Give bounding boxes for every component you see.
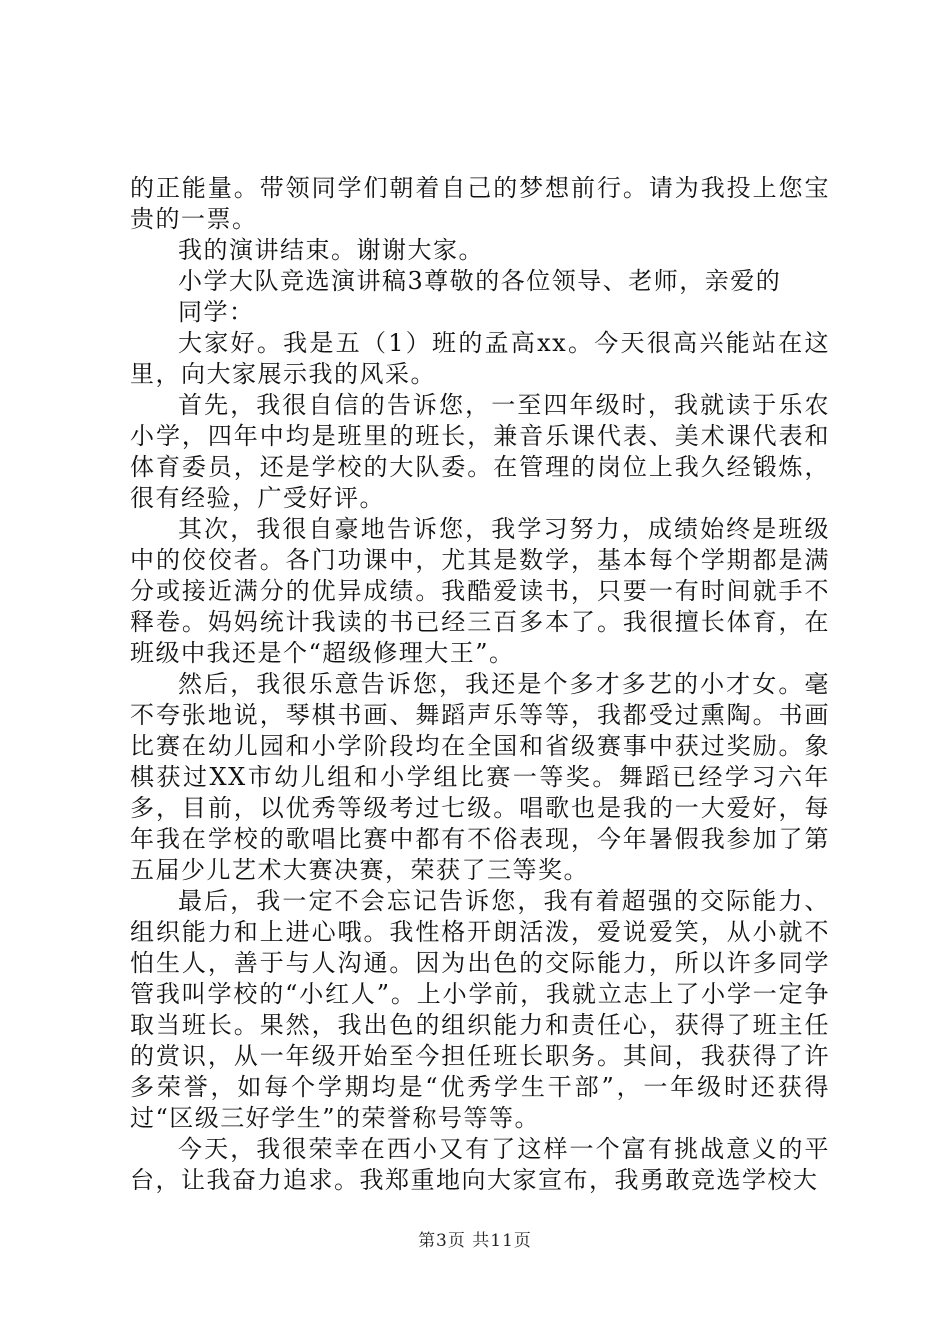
page-number-footer: 第3页 共11页 bbox=[418, 1231, 532, 1251]
paragraph-continuation: 的正能量。带领同学们朝着自己的梦想前行。请为我投上您宝贵的一票。 bbox=[130, 174, 830, 233]
paragraph-today: 今天，我很荣幸在西小又有了这样一个富有挑战意义的平台，让我奋力追求。我郑重地向大家宣布，我勇敢竞选学校大 bbox=[130, 1135, 830, 1194]
speech-title-line: 小学大队竞选演讲稿3尊敬的各位领导、老师，亲爱的 bbox=[178, 267, 782, 295]
paragraph-greeting: 大家好。我是五（1）班的孟高xx。今天很高兴能站在这里，向大家展示我的风采。 bbox=[130, 329, 830, 388]
paragraph-last: 最后，我一定不会忘记告诉您，我有着超强的交际能力、组织能力和上进心哦。我性格开朗活泼，爱说爱笑，从小就不怕生人，善于与人沟通。因为出色的交际能力，所以许多同学管我叫学校的“小红人”。上小学前，我就立志上了小学一定争取当班长。果然，我出色的组织能力和责任心，获得了班主任的赏识，从一年级开始至今担任班长职务。其间，我获得了许多荣誉，如每个学期均是“优秀学生干部”，一年级时还获得过“区级三好学生”的荣誉称号等等。 bbox=[130, 887, 830, 1132]
document-body bbox=[130, 173, 830, 1196]
salutation-line: 同学： bbox=[178, 298, 255, 326]
paragraph-third: 然后，我很乐意告诉您，我还是个多才多艺的小才女。毫不夸张地说，琴棋书画、舞蹈声乐等等，我都受过熏陶。书画比赛在幼儿园和小学阶段均在全国和省级赛事中获过奖励。象棋获过XX市幼儿组和小学组比赛一等奖。舞蹈已经学习六年多，目前，以优秀等级考过七级。唱歌也是我的一大爱好，每年我在学校的歌唱比赛中都有不俗表现，今年暑假我参加了第五届少儿艺术大赛决赛，荣获了三等奖。 bbox=[130, 670, 830, 884]
paragraph-closing: 我的演讲结束。谢谢大家。 bbox=[178, 236, 484, 264]
paragraph-second: 其次，我很自豪地告诉您，我学习努力，成绩始终是班级中的佼佼者。各门功课中，尤其是数学，基本每个学期都是满分或接近满分的优异成绩。我酷爱读书，只要一有时间就手不释卷。妈妈统计我读的书已经三百多本了。我很擅长体育，在班级中我还是个“超级修理大王”。 bbox=[130, 515, 830, 667]
paragraph-first: 首先，我很自信的告诉您，一至四年级时，我就读于乐农小学，四年中均是班里的班长，兼音乐课代表、美术课代表和体育委员，还是学校的大队委。在管理的岗位上我久经锻炼，很有经验，广受好评。 bbox=[130, 391, 830, 512]
